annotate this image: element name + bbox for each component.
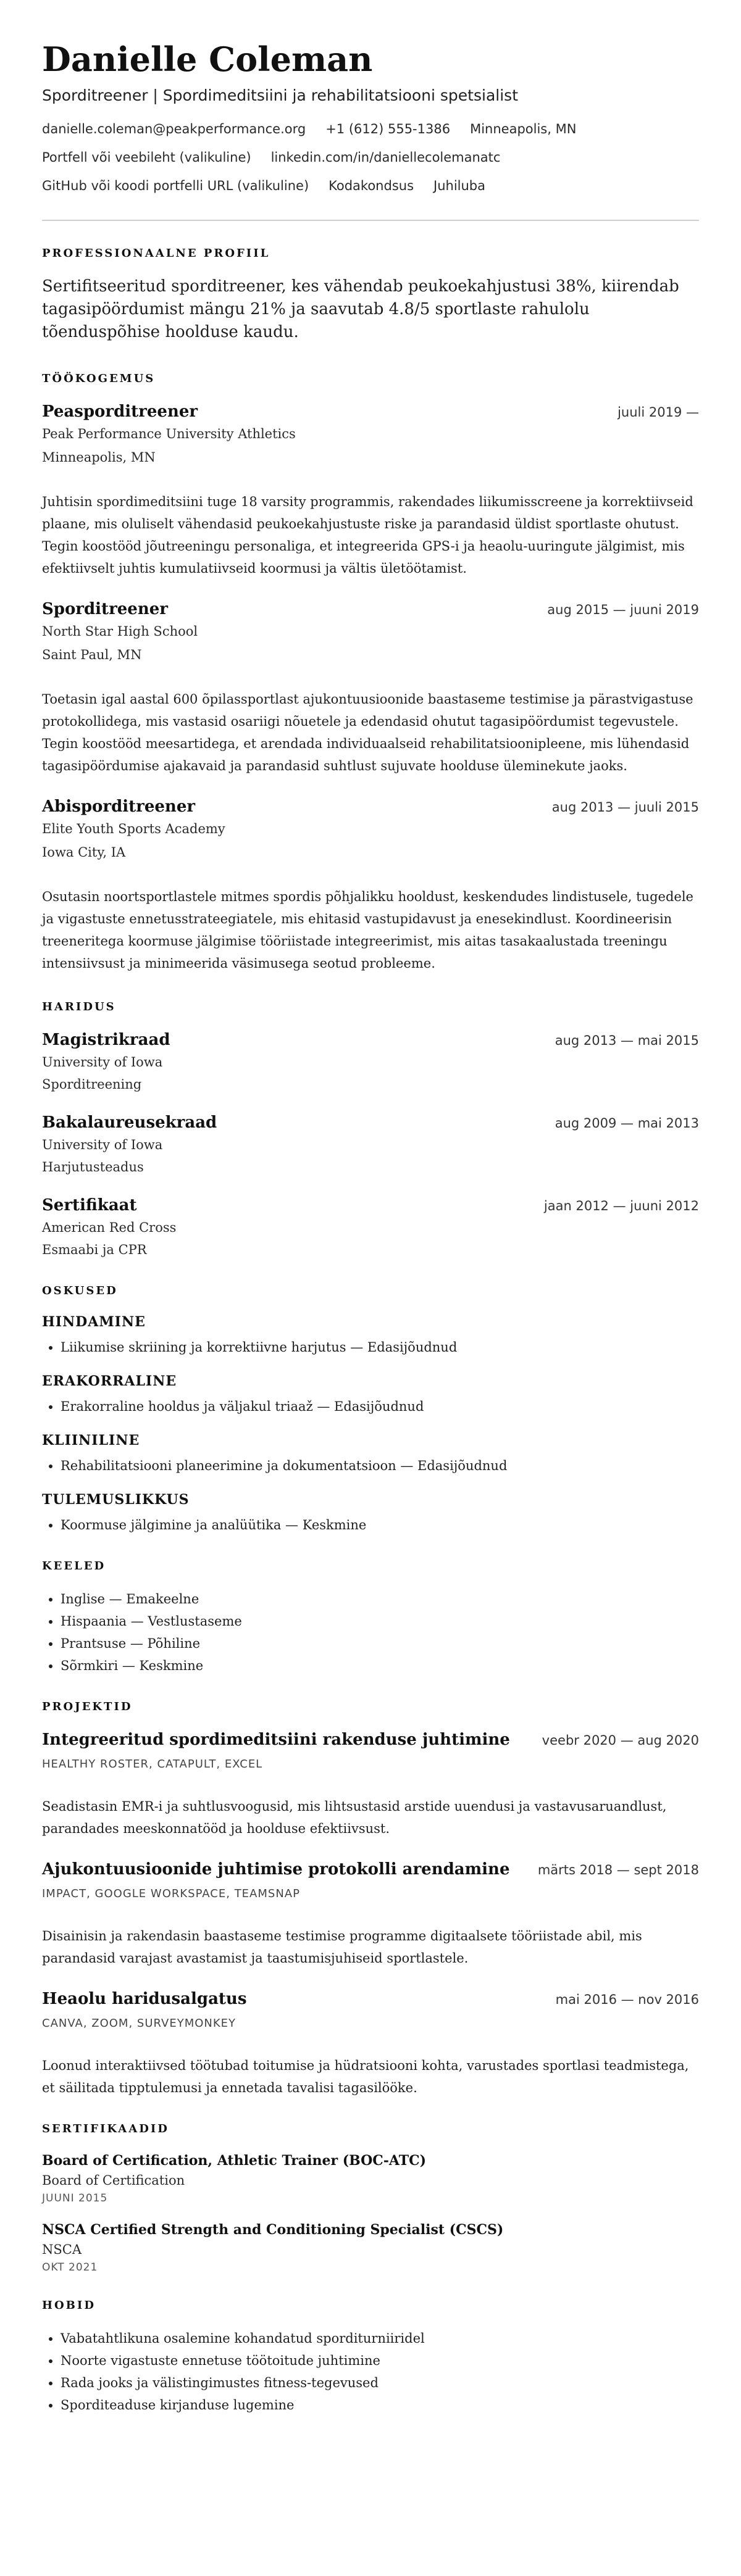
skill-list: [42, 1395, 699, 1418]
project-description: Loonud interaktiivsed töötubad toitumise ja hüdratsiooni kohta, varustades sportlasi teadmistega, et säilitada tipptulemusi ja ennetada tavalisi tagasilööke.: [42, 2058, 689, 2095]
contact-email[interactable]: danielle.coleman@peakperformance.org: [42, 122, 306, 136]
hobby-item: • Rada jooks ja välistingimustes fitness-tegevused: [61, 2372, 699, 2394]
degree-title: Bakalaureusekraad: [42, 1113, 217, 1132]
experience-entry: [42, 598, 699, 777]
project-dates: veebr 2020 — aug 2020: [542, 1733, 699, 1748]
experience-entry: [42, 401, 699, 580]
education-dates: jaan 2012 — juuni 2012: [543, 1199, 699, 1213]
project-entry: [42, 1858, 699, 1969]
skills-section: [42, 1283, 699, 1536]
language-item: • Prantsuse — Põhiline: [61, 1632, 699, 1655]
languages-section: [42, 1558, 699, 1677]
project-description: Disainisin ja rakendasin baastaseme testimise programme digitaalsete tööriistade abil, mis parandasid varajast avastamist ja taastumisjuhiseid sportlastele.: [42, 1929, 642, 1966]
certification-entry: [42, 2220, 699, 2275]
job-employer: North Star High School: [42, 624, 198, 639]
job-location: Minneapolis, MN: [42, 450, 156, 465]
candidate-headline: Sporditreener | Spordimeditsiini ja rehabilitatsiooni spetsialist: [42, 86, 518, 104]
contact-github[interactable]: GitHub või koodi portfelli URL (valikuline): [42, 178, 309, 193]
section-title-certifications: SERTIFIKAADID: [42, 2122, 169, 2135]
section-title-education: HARIDUS: [42, 1000, 116, 1013]
certification-date: OKT 2021: [42, 2261, 98, 2274]
certification-entry: [42, 2151, 699, 2206]
job-description: Juhtisin spordimeditsiini tuge 18 varsity programmis, rakendades liikumisscreene ja korrektiivseid plaane, mis oluliselt vähendasid peukoekahjustuste riske ja parandasid üldist sportlaste ohutust. Tegin koostööd jõutreeningu personaliga, et integreerida GPS-i ja heaolu-uuringute jälgimist, mis efektiivselt juhtis kumulatiivseid koormusi ja vältis ületöötamist.: [42, 494, 693, 576]
skill-category: KLIINILINE: [42, 1432, 140, 1448]
section-title-projects: PROJEKTID: [42, 1700, 133, 1713]
education-entry: [42, 1194, 699, 1261]
experience-section: [42, 371, 699, 974]
education-field: Esmaabi ja CPR: [42, 1242, 147, 1257]
hobby-item: • Vabatahtlikuna osalemine kohandatud sporditurniiridel: [61, 2327, 699, 2350]
language-item: • Inglise — Emakeelne: [61, 1588, 699, 1610]
skill-item: • Erakorraline hooldus ja väljakul triaaž — Edasijõudnud: [61, 1395, 699, 1418]
contact-drivers-license: Juhiluba: [433, 178, 486, 193]
job-description: Toetasin igal aastal 600 õpilassportlast ajukontuusioonide baastaseme testimise ja pärastvigastuse protokollidega, mis vastasid osariigi nõuetele ja edendasid ohutut tagasipöördumist tegevustele. Tegin koostööd meesartidega, et arendada individuaalseid rehabilitatsioonipleene, mis lühendasid tagasipöördumise ajakavaid ja parandasid suhtlust sujuvate hoolduse üleminekute jaoks.: [42, 692, 693, 773]
education-entry: [42, 1111, 699, 1178]
project-description: Seadistasin EMR-i ja suhtlusvoogusid, mis lihtsustasid arstide uuendusi ja vastavusaruandlust, parandades meeskonnatööd ja hoolduse efektiivsust.: [42, 1799, 667, 1836]
language-item: • Hispaania — Vestlustaseme: [61, 1610, 699, 1632]
project-name: Integreeritud spordimeditsiini rakenduse juhtimine: [42, 1730, 510, 1749]
skill-list: [42, 1455, 699, 1477]
contact-phone[interactable]: +1 (612) 555-1386: [325, 122, 451, 136]
section-title-skills: OSKUSED: [42, 1284, 118, 1297]
section-title-profile: PROFESSIONAALNE PROFIIL: [42, 247, 270, 260]
certification-name: NSCA Certified Strength and Conditioning Specialist (CSCS): [42, 2222, 504, 2238]
profile-summary: Sertifitseeritud sporditreener, kes vähendab peukoekahjustusi 38%, kiirendab tagasipöördumist mängu 21% ja saavutab 4.8/5 sportlaste rahulolu tõenduspõhise hoolduse kaudu.: [42, 277, 679, 341]
skill-category: TULEMUSLIKKUS: [42, 1492, 190, 1508]
job-employer: Elite Youth Sports Academy: [42, 821, 225, 836]
job-location: Iowa City, IA: [42, 845, 126, 860]
section-title-languages: KEELED: [42, 1560, 106, 1573]
certification-issuer: NSCA: [42, 2242, 82, 2257]
skill-item: • Rehabilitatsiooni planeerimine ja dokumentatsioon — Edasijõudnud: [61, 1455, 699, 1477]
contact-row-3: [42, 177, 699, 195]
education-school: University of Iowa: [42, 1137, 163, 1152]
job-description: Osutasin noortsportlastele mitmes spordis põhjalikku hooldust, keskendudes lindistusele, tugedele ja vigastuste ennetusstrateegiatele, mis ehitasid vastupidavust ja enesekindlust. Koordineerisin treeneritega koormuse jälgimise tööriistade integreerimist, mis aitas tasakaalustada treeningu intensiivsust ja minimeerida väsimusega seotud probleeme.: [42, 889, 693, 971]
skill-list: [42, 1336, 699, 1358]
header-divider: [42, 220, 699, 221]
skill-category: ERAKORRALINE: [42, 1373, 177, 1389]
education-school: University of Iowa: [42, 1055, 163, 1070]
candidate-name: Danielle Coleman: [42, 39, 373, 79]
project-dates: mai 2016 — nov 2016: [555, 1992, 699, 2007]
hobby-item: • Sporditeaduse kirjanduse lugemine: [61, 2394, 699, 2416]
education-field: Sporditreening: [42, 1077, 142, 1092]
job-title: Abisporditreener: [42, 797, 196, 816]
skill-item: • Liikumise skriining ja korrektiivne harjutus — Edasijõudnud: [61, 1336, 699, 1358]
section-title-experience: TÖÖKOGEMUS: [42, 372, 156, 385]
project-tech: HEALTHY ROSTER, CATAPULT, EXCEL: [42, 1758, 263, 1771]
projects-section: [42, 1699, 699, 2099]
education-school: American Red Cross: [42, 1220, 177, 1235]
profile-section: [42, 246, 699, 344]
contact-linkedin[interactable]: linkedin.com/in/daniellecolemanatc: [270, 150, 501, 165]
resume-header: [42, 39, 699, 195]
degree-title: Sertifikaat: [42, 1196, 137, 1215]
section-title-hobbies: HOBID: [42, 2299, 96, 2312]
job-dates: aug 2013 — juuli 2015: [551, 800, 699, 815]
education-entry: [42, 1029, 699, 1095]
job-dates: aug 2015 — juuni 2019: [547, 602, 699, 617]
hobby-list: [42, 2327, 699, 2416]
project-entry: [42, 1729, 699, 1840]
certification-issuer: Board of Certification: [42, 2173, 185, 2188]
contact-row-2: [42, 148, 699, 167]
education-dates: aug 2013 — mai 2015: [555, 1033, 699, 1048]
contact-citizenship: Kodakondsus: [329, 178, 414, 193]
skill-list: [42, 1514, 699, 1536]
language-list: [42, 1588, 699, 1677]
experience-entry: [42, 796, 699, 974]
skill-item: • Koormuse jälgimine ja analüütika — Keskmine: [61, 1514, 699, 1536]
job-employer: Peak Performance University Athletics: [42, 426, 296, 441]
contact-portfolio[interactable]: Portfell või veebileht (valikuline): [42, 150, 251, 165]
certifications-section: [42, 2121, 699, 2275]
certification-name: Board of Certification, Athletic Trainer (BOC-ATC): [42, 2153, 427, 2169]
degree-title: Magistrikraad: [42, 1031, 170, 1049]
education-field: Harjutusteadus: [42, 1160, 144, 1174]
contact-row-1: [42, 120, 699, 138]
project-name: Ajukontuusioonide juhtimise protokolli arendamine: [42, 1860, 510, 1879]
project-name: Heaolu haridusalgatus: [42, 1990, 247, 2008]
project-tech: IMPACT, GOOGLE WORKSPACE, TEAMSNAP: [42, 1887, 300, 1900]
job-location: Saint Paul, MN: [42, 647, 142, 662]
skill-category: HINDAMINE: [42, 1314, 146, 1330]
contact-location: Minneapolis, MN: [470, 122, 577, 136]
hobbies-section: [42, 2298, 699, 2416]
certification-date: JUUNI 2015: [42, 2192, 108, 2204]
hobby-item: • Noorte vigastuste ennetuse töötoitude juhtimine: [61, 2350, 699, 2372]
project-tech: CANVA, ZOOM, SURVEYMONKEY: [42, 2017, 237, 2030]
job-title: Sporditreener: [42, 600, 168, 618]
education-dates: aug 2009 — mai 2013: [555, 1116, 699, 1131]
job-dates: juuli 2019 —: [618, 405, 699, 420]
job-title: Peasporditreener: [42, 402, 198, 421]
project-dates: märts 2018 — sept 2018: [537, 1863, 699, 1877]
language-item: • Sõrmkiri — Keskmine: [61, 1655, 699, 1677]
education-section: [42, 999, 699, 1261]
project-entry: [42, 1988, 699, 2099]
